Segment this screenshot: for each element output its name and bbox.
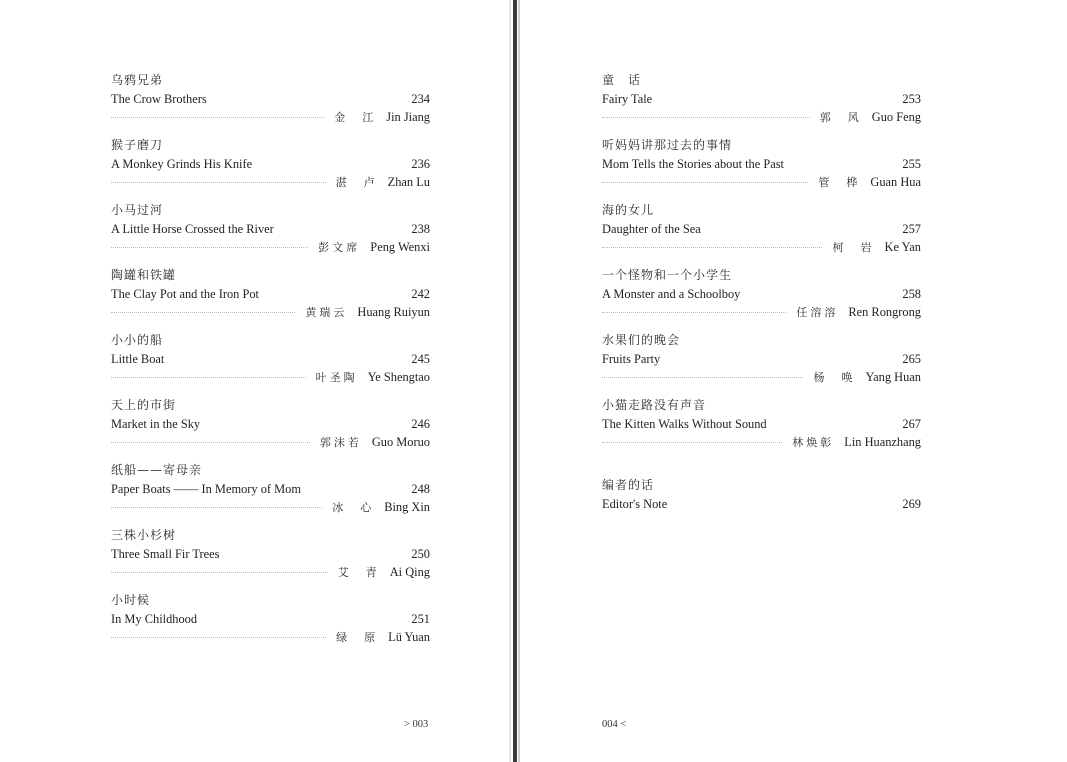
dotted-leader (111, 312, 295, 313)
english-title-row (111, 91, 430, 107)
author-english-name: Ren Rongrong (848, 305, 921, 319)
author-row (111, 563, 430, 579)
chinese-title: 纸船——寄母亲 (111, 463, 203, 477)
page-number: 248 (411, 482, 430, 496)
english-title-row (602, 351, 921, 367)
author-english-name: Ye Shengtao (367, 370, 430, 384)
toc-entry[interactable] (111, 332, 430, 397)
dotted-leader (602, 442, 782, 443)
page-number: 251 (411, 612, 430, 626)
page-gutter-edge (518, 0, 520, 762)
dotted-leader (602, 247, 822, 248)
page-number: 234 (411, 92, 430, 106)
english-title-row (602, 496, 921, 512)
author-row (111, 238, 430, 254)
chinese-title: 陶罐和铁罐 (111, 268, 177, 282)
author (336, 628, 430, 646)
english-title: Daughter of the Sea (602, 222, 701, 236)
english-title: The Kitten Walks Without Sound (602, 417, 767, 431)
english-title: A Monster and a Schoolboy (602, 287, 741, 301)
toc-entry[interactable] (111, 72, 430, 137)
author-chinese-name: 郭沫若 (319, 436, 362, 449)
english-title-row (111, 221, 430, 237)
author-chinese-name: 艾 青 (337, 566, 380, 579)
english-title-row (111, 416, 430, 432)
english-title-row (111, 481, 430, 497)
author-row (111, 303, 430, 319)
page-number: 250 (411, 547, 430, 561)
author-row (602, 238, 921, 254)
english-title: Paper Boats —— In Memory of Mom (111, 482, 301, 496)
dotted-leader (111, 117, 324, 118)
author-english-name: Guo Feng (871, 110, 921, 124)
toc-entry[interactable] (602, 477, 921, 542)
english-title-row (111, 611, 430, 627)
page-number: 253 (902, 92, 921, 106)
chinese-title: 小小的船 (111, 333, 164, 347)
english-title-row (111, 351, 430, 367)
author-english-name: Ai Qing (389, 565, 430, 579)
author-english-name: Bing Xin (384, 500, 430, 514)
author-english-name: Zhan Lu (387, 175, 430, 189)
toc-entry[interactable] (111, 592, 430, 657)
author (336, 173, 430, 191)
author-row (602, 173, 921, 189)
author (813, 368, 921, 386)
author-row (111, 173, 430, 189)
chinese-title: 编者的话 (602, 478, 655, 492)
page-number: 258 (902, 287, 921, 301)
dotted-leader (111, 637, 326, 638)
page-number: 265 (902, 352, 921, 366)
dotted-leader (111, 507, 322, 508)
author-english-name: Lin Huanzhang (844, 435, 921, 449)
english-title: A Monkey Grinds His Knife (111, 157, 253, 171)
english-title: Market in the Sky (111, 417, 201, 431)
english-title: Editor's Note (602, 497, 668, 511)
author-row (111, 433, 430, 449)
author (792, 433, 921, 451)
english-title-row (111, 546, 430, 562)
page-number: 246 (411, 417, 430, 431)
page-number-left: > 003 (404, 719, 429, 730)
author-chinese-name: 林焕彰 (792, 436, 835, 449)
toc-entry[interactable] (111, 397, 430, 462)
author-chinese-name: 任溶溶 (796, 306, 839, 319)
book-spine (513, 0, 517, 762)
author-row (602, 368, 921, 384)
author-chinese-name: 湛 卢 (335, 176, 378, 189)
chinese-title: 小马过河 (111, 203, 164, 217)
author-english-name: Jin Jiang (386, 110, 430, 124)
toc-entry[interactable] (602, 332, 921, 397)
english-title-row (111, 286, 430, 302)
chinese-title: 猴子磨刀 (111, 138, 164, 152)
dotted-leader (111, 572, 328, 573)
chinese-title: 小猫走路没有声音 (602, 398, 707, 412)
author (820, 108, 921, 126)
toc-entry[interactable] (111, 267, 430, 332)
author-english-name: Yang Huan (865, 370, 921, 384)
left-page-contents (111, 72, 430, 657)
dotted-leader (111, 247, 308, 248)
author (796, 303, 921, 321)
chinese-title: 听妈妈讲那过去的事情 (602, 138, 733, 152)
author-row (111, 108, 430, 124)
author-english-name: Peng Wenxi (370, 240, 430, 254)
toc-entry[interactable] (602, 202, 921, 267)
chinese-title: 水果们的晚会 (602, 333, 681, 347)
page-number: 242 (411, 287, 430, 301)
page-number: 269 (902, 497, 921, 511)
chinese-title: 天上的市街 (111, 398, 177, 412)
english-title: The Crow Brothers (111, 92, 207, 106)
english-title-row (602, 286, 921, 302)
english-title-row (602, 221, 921, 237)
english-title: The Clay Pot and the Iron Pot (111, 287, 259, 301)
author (338, 563, 430, 581)
english-title: Fruits Party (602, 352, 661, 366)
dotted-leader (602, 377, 803, 378)
author (334, 108, 430, 126)
dotted-leader (111, 442, 310, 443)
page-number: 267 (902, 417, 921, 431)
english-title: Fairy Tale (602, 92, 653, 106)
dotted-leader (602, 312, 786, 313)
author-chinese-name: 冰 心 (332, 501, 375, 514)
right-page-contents (602, 72, 921, 542)
author-chinese-name: 叶圣陶 (315, 371, 358, 384)
author (818, 173, 921, 191)
english-title: A Little Horse Crossed the River (111, 222, 274, 236)
english-title-row (602, 156, 921, 172)
dotted-leader (111, 377, 306, 378)
toc-entry[interactable] (111, 462, 430, 527)
dotted-leader (111, 182, 326, 183)
chinese-title: 三株小杉树 (111, 528, 177, 542)
author (316, 368, 430, 386)
dotted-leader (602, 182, 808, 183)
author-row (602, 108, 921, 124)
author-chinese-name: 彭文席 (318, 241, 361, 254)
author-chinese-name: 柯 岩 (832, 241, 875, 254)
author-chinese-name: 绿 原 (336, 631, 379, 644)
english-title: Little Boat (111, 352, 165, 366)
toc-entry[interactable] (602, 397, 921, 462)
english-title: Three Small Fir Trees (111, 547, 220, 561)
page-gutter-shadow (509, 0, 511, 762)
page-number: 236 (411, 157, 430, 171)
author-row (111, 368, 430, 384)
author-chinese-name: 郭 风 (819, 111, 862, 124)
english-title-row (602, 416, 921, 432)
author (305, 303, 430, 321)
english-title: In My Childhood (111, 612, 198, 626)
chinese-title: 乌鸦兄弟 (111, 73, 164, 87)
author (332, 498, 430, 516)
author-row (602, 303, 921, 319)
author-english-name: Lü Yuan (388, 630, 430, 644)
page-number: 238 (411, 222, 430, 236)
page-number: 257 (902, 222, 921, 236)
chinese-title: 小时候 (111, 593, 151, 607)
author-row (602, 433, 921, 449)
page-number: 245 (411, 352, 430, 366)
english-title-row (111, 156, 430, 172)
dotted-leader (602, 117, 810, 118)
chinese-title: 海的女儿 (602, 203, 655, 217)
toc-entry[interactable] (111, 527, 430, 592)
author-english-name: Guan Hua (870, 175, 921, 189)
author-chinese-name: 杨 唤 (813, 371, 856, 384)
author-chinese-name: 黄瑞云 (305, 306, 348, 319)
toc-entry[interactable] (602, 137, 921, 202)
english-title-row (602, 91, 921, 107)
chinese-title: 一个怪物和一个小学生 (602, 268, 733, 282)
author-chinese-name: 管 桦 (818, 176, 861, 189)
toc-entry[interactable] (602, 72, 921, 137)
author (318, 238, 430, 256)
author-chinese-name: 金 江 (334, 111, 377, 124)
toc-entry[interactable] (111, 137, 430, 202)
author-english-name: Huang Ruiyun (357, 305, 430, 319)
chinese-title: 童 话 (602, 73, 642, 87)
page-number-right: 004 < (602, 719, 627, 730)
author-row (111, 498, 430, 514)
author (833, 238, 922, 256)
author-english-name: Ke Yan (884, 240, 921, 254)
author-english-name: Guo Moruo (371, 435, 430, 449)
english-title: Mom Tells the Stories about the Past (602, 157, 784, 171)
page-number: 255 (902, 157, 921, 171)
author (320, 433, 430, 451)
toc-entry[interactable] (602, 267, 921, 332)
author-row (111, 628, 430, 644)
toc-entry[interactable] (111, 202, 430, 267)
